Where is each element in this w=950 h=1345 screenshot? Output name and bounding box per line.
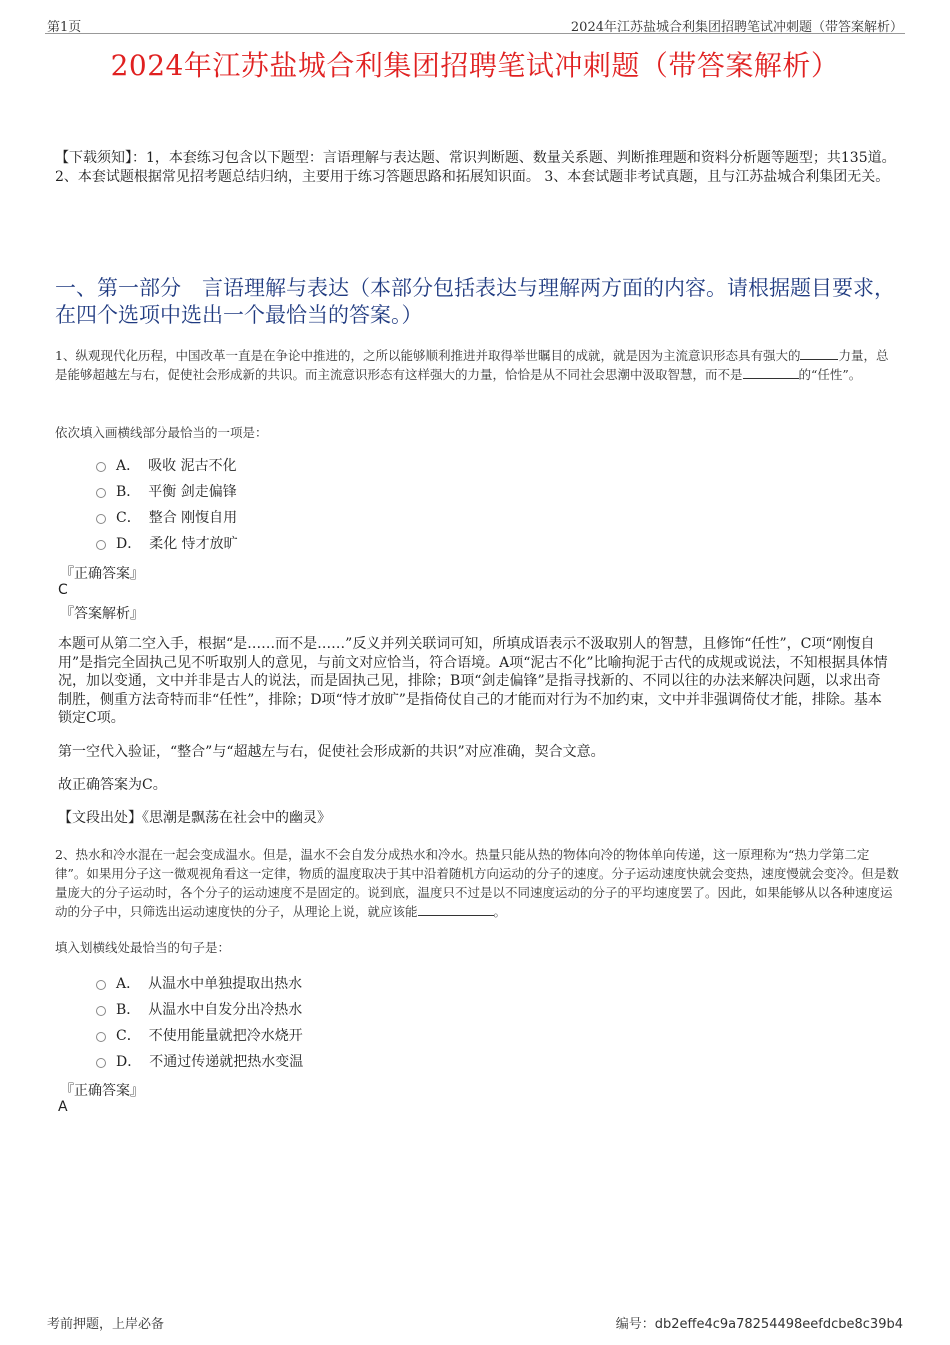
question-1-prompt: 依次填入画横线部分最恰当的一项是： bbox=[55, 425, 268, 440]
radio-button[interactable] bbox=[96, 980, 106, 990]
option-letter: A． bbox=[116, 976, 141, 992]
option-letter: A． bbox=[116, 458, 141, 474]
option-a[interactable] bbox=[96, 452, 238, 478]
analysis-conclusion: 故正确答案为C。 bbox=[58, 777, 167, 793]
correct-answer: C bbox=[58, 582, 68, 598]
radio-button[interactable] bbox=[96, 488, 106, 498]
code-label: 编号： bbox=[615, 1317, 655, 1332]
option-letter: D． bbox=[116, 1054, 142, 1070]
fill-blank bbox=[418, 902, 494, 916]
radio-button[interactable] bbox=[96, 540, 106, 550]
question-1-text bbox=[55, 346, 900, 384]
option-letter: C． bbox=[116, 1028, 141, 1044]
option-text: 吸收 泥古不化 bbox=[148, 458, 237, 474]
question-2-text bbox=[55, 845, 900, 921]
option-letter: B． bbox=[116, 1002, 141, 1018]
option-c[interactable] bbox=[96, 1022, 303, 1048]
header-divider bbox=[45, 33, 905, 34]
option-text: 从温水中单独提取出热水 bbox=[148, 976, 303, 992]
question-2-options bbox=[96, 970, 303, 1074]
option-d[interactable] bbox=[96, 1048, 303, 1074]
document-title: 2024年江苏盐城合利集团招聘笔试冲刺题（带答案解析） bbox=[110, 49, 840, 82]
radio-button[interactable] bbox=[96, 462, 106, 472]
question-1-options bbox=[96, 452, 238, 556]
option-text: 从温水中自发分出冷热水 bbox=[148, 1002, 303, 1018]
radio-button[interactable] bbox=[96, 1006, 106, 1016]
analysis-paragraph: 本题可从第二空入手，根据“是……而不是……”反义并列关联词可知，所填成语表示不汲取别人的智慧，且修饰“任性”，C项“刚愎自用”是指完全固执己见不听取别人的意见，与前文对应恰当，符合语境。A项“泥古不化”比喻拘泥于古代的成规或说法，不知根据具体情况，加以变通，文中并非是古人的说法，而是固执己见，排除；B项“剑走偏锋”是指寻找新的、不同以往的办法来解决问题，以求出奇制胜，侧重方法奇特而非“任性”，排除；D项“恃才放旷”是指倚仗自己的才能而对行为不加约束，文中并非强调倚仗才能，排除。基本锁定C项。 bbox=[58, 636, 888, 726]
radio-button[interactable] bbox=[96, 1058, 106, 1068]
option-text: 不使用能量就把冷水烧开 bbox=[148, 1028, 303, 1044]
code-value: db2effe4c9a78254498eefdcbe8c39b4 bbox=[654, 1317, 903, 1332]
running-header-title: 2024年江苏盐城合利集团招聘笔试冲刺题（带答案解析） bbox=[570, 20, 903, 35]
correct-answer: A bbox=[58, 1099, 68, 1115]
radio-button[interactable] bbox=[96, 514, 106, 524]
option-a[interactable] bbox=[96, 970, 303, 996]
option-b[interactable] bbox=[96, 996, 303, 1022]
radio-button[interactable] bbox=[96, 1032, 106, 1042]
option-text: 整合 刚愎自用 bbox=[148, 510, 238, 526]
option-text: 不通过传递就把热水变温 bbox=[149, 1054, 304, 1070]
question-2-prompt: 填入划横线处最恰当的句子是： bbox=[55, 940, 231, 955]
fill-blank-2 bbox=[743, 365, 799, 379]
option-text: 平衡 剑走偏锋 bbox=[148, 484, 237, 500]
section-heading: 一、第一部分 言语理解与表达（本部分包括表达与理解两方面的内容。请根据题目要求，在四个选项中选出一个最恰当的答案。） bbox=[55, 276, 895, 327]
question-1-text-part3: 的“任性”。 bbox=[798, 367, 862, 382]
fill-blank-1 bbox=[800, 346, 838, 360]
download-notice: 【下载须知】：1，本套练习包含以下题型：言语理解与表达题、常识判断题、数量关系题、判断推理题和资料分析题等题型；共135道。 2、本套试题根据常见招考题总结归纳，主要用于练习答题思路和拓展知识面。 3、本套试题非考试真题，且与江苏盐城合利集团无关。 bbox=[55, 150, 896, 185]
footer-slogan: 考前押题，上岸必备 bbox=[47, 1317, 165, 1332]
option-c[interactable] bbox=[96, 504, 238, 530]
option-letter: C． bbox=[116, 510, 141, 526]
option-d[interactable] bbox=[96, 530, 238, 556]
footer-code bbox=[616, 1313, 903, 1332]
option-letter: D． bbox=[116, 536, 142, 552]
correct-answer-label: 『正确答案』 bbox=[60, 1083, 144, 1099]
question-2-text-body: 2、热水和冷水混在一起会变成温水。但是，温水不会自发分成热水和冷水。热量只能从热的物体向冷的物体单向传递，这一原理称为“热力学第二定律”。如果用分子这一微观视角看这一定律，物质的温度取决于其中沿着随机方向运动的分子的速度。分子运动速度快就会变热，速度慢就会变冷。但是数量庞大的分子运动时，各个分子的运动速度不是固定的。说到底，温度只不过是以不同速度运动的分子的平均速度罢了。因此，如果能够从以各种速度运动的分子中，只筛选出运动速度快的分子，从理论上说，就应该能 bbox=[55, 847, 899, 919]
question-1-text-part1: 1、纵观现代化历程，中国改革一直是在争论中推进的，之所以能够顺利推进并取得举世瞩目的成就，就是因为主流意识形态具有强大的 bbox=[55, 348, 801, 363]
question-1-text-part2: 力量，总是能够超越左与右，促使社会形成新的共识。而主流意识形态有这样强大的力量，恰恰是从不同社会思潮中汲取智慧，而不是 bbox=[55, 348, 889, 382]
passage-source: 【文段出处】《思潮是飘荡在社会中的幽灵》 bbox=[58, 810, 331, 826]
analysis-label: 『答案解析』 bbox=[60, 606, 144, 622]
question-2-text-end: 。 bbox=[493, 904, 507, 919]
option-letter: B． bbox=[116, 484, 141, 500]
page-number: 第1页 bbox=[47, 20, 82, 35]
option-text: 柔化 恃才放旷 bbox=[149, 536, 238, 552]
analysis-verification: 第一空代入验证，“整合”与“超越左与右，促使社会形成新的共识”对应准确，契合文意。 bbox=[58, 744, 605, 760]
correct-answer-label: 『正确答案』 bbox=[60, 566, 144, 582]
option-b[interactable] bbox=[96, 478, 238, 504]
